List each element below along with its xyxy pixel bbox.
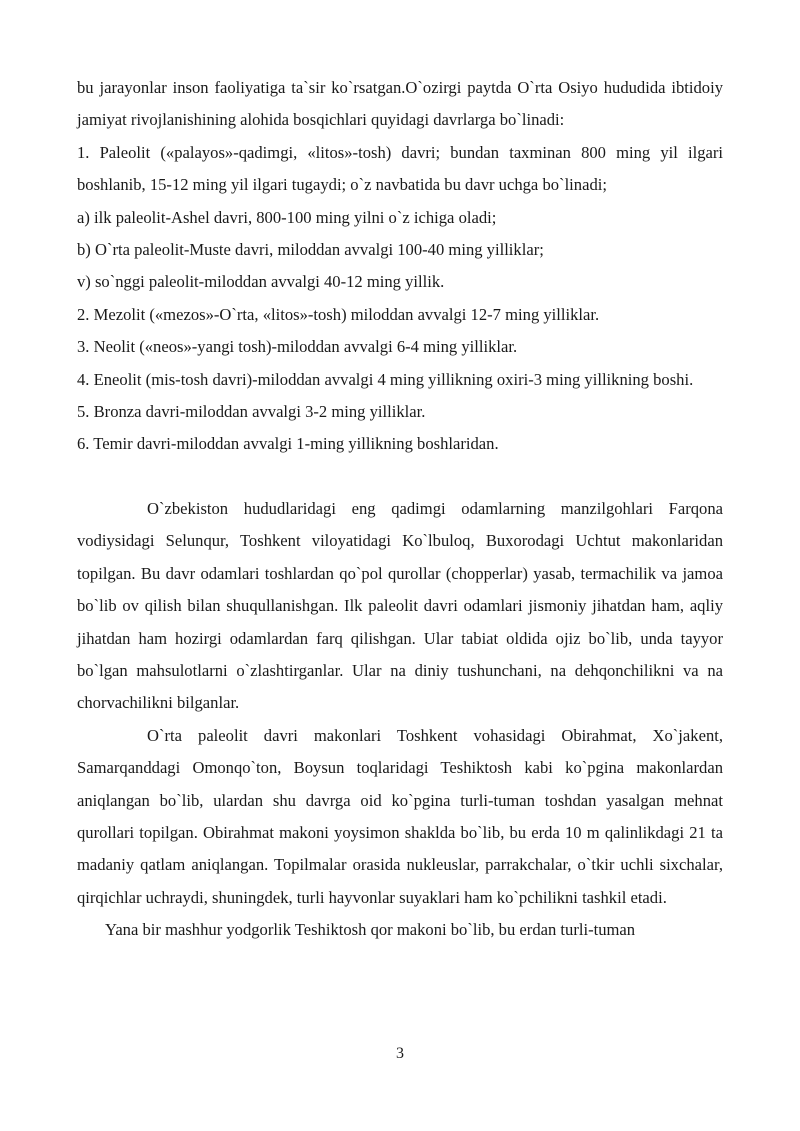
period-item-mezolit: 2. Mezolit («mezos»-O`rta, «litos»-tosh) miloddan avvalgi 12-7 ming yilliklar. [77,304,600,324]
body-paragraph-teshiktosh: Yana bir mashhur yodgorlik Teshiktosh qor makoni bo`lib, bu erdan turli-tuman [105,920,636,940]
body-paragraph-settlements: O`zbekiston hududlaridagi eng qadimgi odamlarning manzilgohlari Farqona vodiysidagi Selunqur, Toshkent viloyatidagi Ko`lbuloq, Buxorodagi Uchtut makonlaridan topilgan. Bu davr odamlari toshlardan qo`pol qurollar (chopperlar) yasab, termachilik va jamoa bo`lib ov qilish bilan shuqullanishgan. Ilk paleolit davri odamlari jismoniy jihatdan ham, aqliy jihatdan ham hozirgi odamlardan farq qilishgan. Ular tabiat oldida ojiz bo`lib, unda tayyor bo`lgan mahsulotlarni o`zlashtirganlar. Ular na diniy tushunchani, na dehqonchilikni va na chorvachilikni bilganlar. [77,498,723,713]
page-number: 3 [396,1045,404,1062]
period-item-temir: 6. Temir davri-miloddan avvalgi 1-ming yillikning boshlaridan. [77,434,499,454]
period-subitem-muste: b) O`rta paleolit-Muste davri, miloddan avvalgi 100-40 ming yilliklar; [77,240,544,260]
body-paragraph-middle-paleolit: O`rta paleolit davri makonlari Toshkent vohasidagi Obirahmat, Xo`jakent, Samarqanddagi Omonqo`ton, Boysun toqlaridagi Teshiktosh kabi ko`pgina makonlardan aniqlangan bo`lib, ulardan shu davrga oid ko`pgina turli-tuman toshdan yasalgan mehnat qurollari topilgan. Obirahmat makoni yoysimon shaklda bo`lib, bu erda 10 m qalinlikdagi 21 ta madaniy qatlam aniqlangan. Topilmalar orasida nukleuslar, parrakchalar, o`tkir uchli sixchalar, qirqichlar uchraydi, shuningdek, turli hayvonlar suyaklari ham ko`pchilikni tashkil etadi. [77,725,723,907]
period-item-eneolit: 4. Eneolit (mis-tosh davri)-miloddan avvalgi 4 ming yillikning oxiri-3 ming yillikning boshi. [77,369,694,389]
period-item-paleolit: 1. Paleolit («palayos»-qadimgi, «litos»-tosh) davri; bundan taxminan 800 ming yil ilgari boshlanib, 15-12 ming yil ilgari tugaydi; o`z navbatida bu davr uchga bo`linadi; [77,142,723,195]
period-item-bronza: 5. Bronza davri-miloddan avvalgi 3-2 ming yilliklar. [77,402,426,422]
intro-paragraph: bu jarayonlar inson faoliyatiga ta`sir ko`rsatgan.O`ozirgi paytda O`rta Osiyo hududida ibtidoiy jamiyat rivojlanishining alohida bosqichlari quyidagi davrlarga bo`linadi: [77,78,723,130]
paragraph-gap [77,461,723,493]
period-subitem-late-paleolit: v) so`nggi paleolit-miloddan avvalgi 40-12 ming yillik. [77,272,445,292]
period-item-neolit: 3. Neolit («neos»-yangi tosh)-miloddan avvalgi 6-4 ming yilliklar. [77,337,518,357]
text-body [77,72,723,947]
period-subitem-ashel: a) ilk paleolit-Ashel davri, 800-100 ming yilni o`z ichiga oladi; [77,207,497,227]
